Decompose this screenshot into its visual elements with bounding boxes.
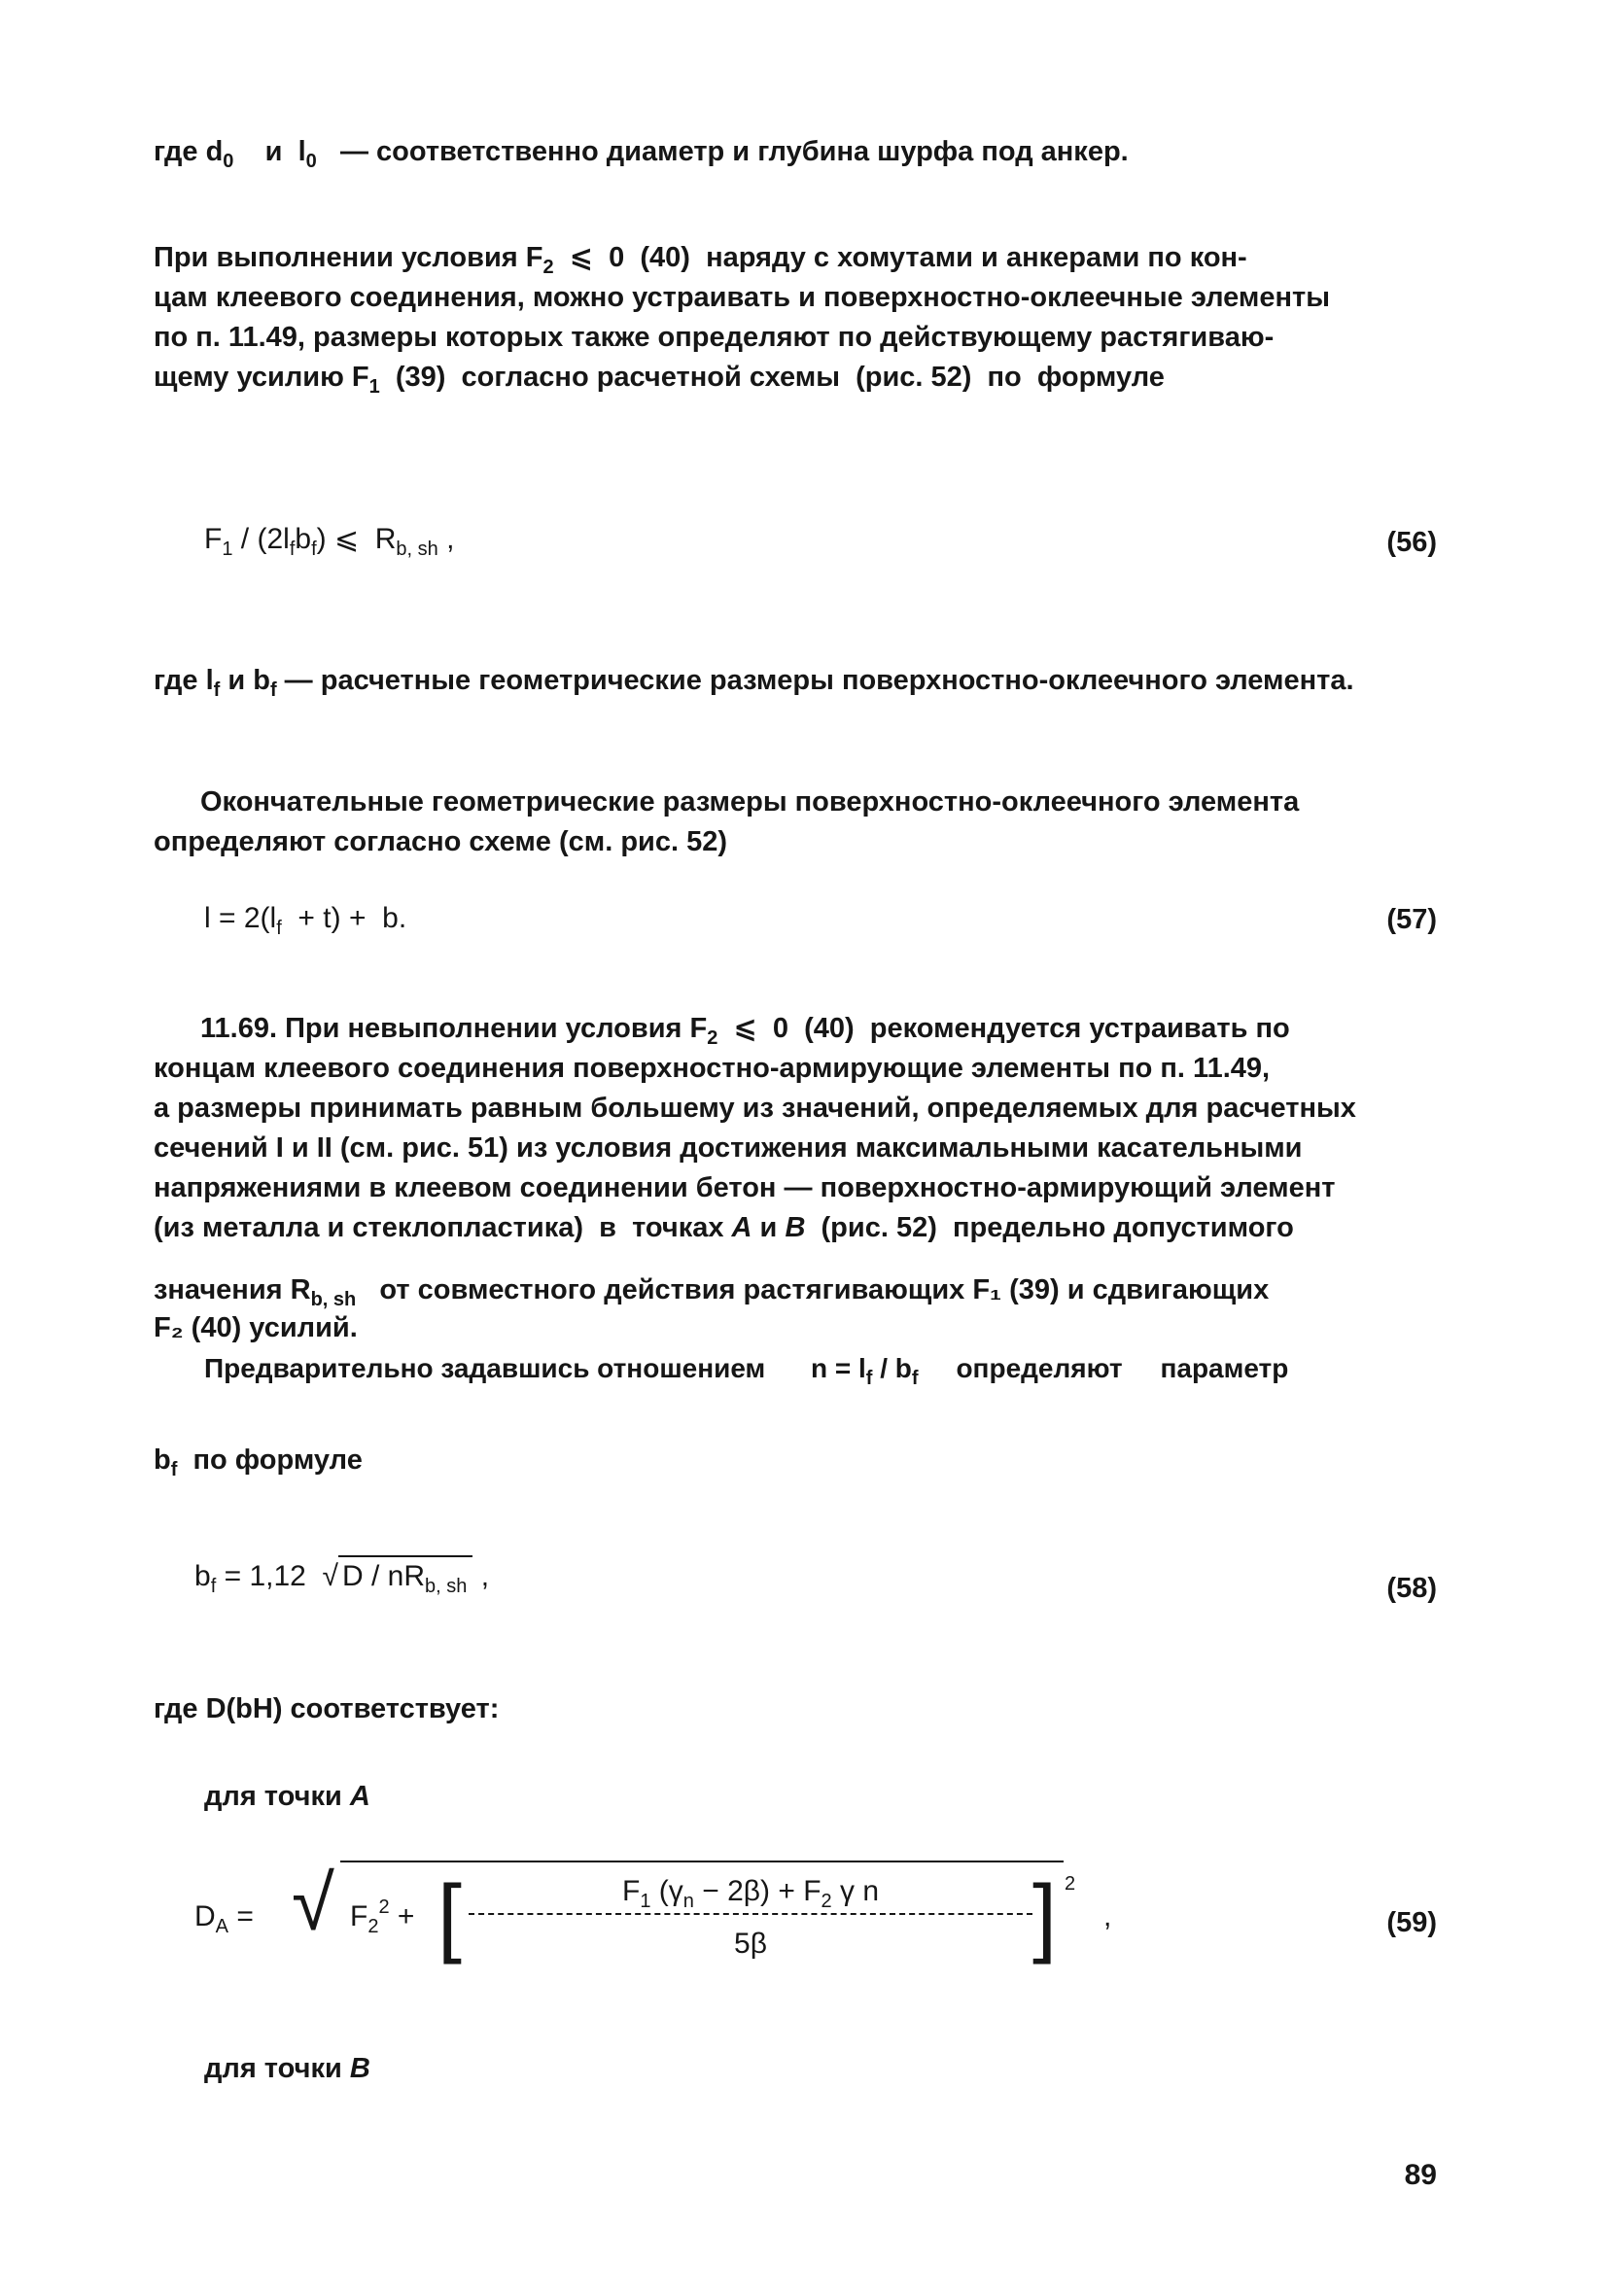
section-number: 11.69.: [200, 1013, 278, 1044]
para3-line-8: F₂ (40) усилий.: [154, 1312, 358, 1343]
where-56-text: где $l_f$ и $b_f$ — расчетные геометрические размеры поверхностно-оклеечного элемента.: [154, 665, 1354, 701]
page-number: 89: [1404, 2159, 1437, 2191]
para3-line-1: 11.69. При невыполнении условия $F_2$ ⩽ 0 (40) рекомендуется устраивать по: [154, 1009, 1437, 1048]
equation-59-number: (59): [1386, 1907, 1437, 1938]
para1-line-2: цам клеевого соединения, можно устраивать и поверхностно-оклеечные элементы: [154, 282, 1330, 313]
para3-line-9: Предварительно задавшись отношением $n = l_f / b_f$ определяют параметр: [204, 1353, 1289, 1389]
equation-56-number: (56): [1386, 527, 1437, 558]
equation-56: $F_1 / (2l_fb_f)$ ⩽ $R_{b, sh}$ ,: [204, 523, 455, 560]
text-line-top: где $d_0$ и $l_0$ — соответственно диаметр и глубина шурфа под анкер.: [154, 136, 1129, 172]
equation-57: $l = 2(l_f + t) + b$.: [204, 902, 407, 939]
para3-line-5: напряжениями в клеевом соединении бетон — поверхностно-армирующий элемент: [154, 1172, 1336, 1203]
para3-line-3: а размеры принимать равным большему из значений, определяемых для расчетных: [154, 1093, 1356, 1124]
para3-line-6: (из металла и стеклопластика) в точках A и B (рис. 52) предельно допустимого: [154, 1212, 1294, 1243]
equation-58: $b_f = 1,12$ √ D / $nR_{b, sh}$ ,: [194, 1555, 489, 1596]
equation-57-number: (57): [1386, 904, 1437, 935]
para1-line-1: При выполнении условия $F_2$ ⩽ 0 (40) наряду с хомутами и анкерами по кон-: [154, 242, 1247, 278]
para3-line-2: концам клеевого соединения поверхностно-армирующие элементы по п. 11.49,: [154, 1053, 1271, 1084]
para3-line-7: значения $R_{b, sh}$ от совместного действия растягивающих F₁ (39) и сдвигающих: [154, 1274, 1270, 1310]
where-58-text: где D(bH) соответствует:: [154, 1693, 500, 1724]
para2-line-1: Окончательные геометрические размеры поверхностно-оклеечного элемента: [200, 786, 1300, 818]
point-b-label: для точки B: [204, 2053, 370, 2084]
para2-line-2: определяют согласно схеме (см. рис. 52): [154, 826, 728, 857]
para3-line-4: сечений I и II (см. рис. 51) из условия достижения максимальными касательными: [154, 1132, 1303, 1164]
equation-59: $D_A$ = √ $F_2^2$ + [ $F_1$ $(\gamma_n - 2\beta) + F_2$ γ n 5β ] 2 ,: [194, 1860, 1112, 1966]
equation-58-number: (58): [1386, 1573, 1437, 1604]
para1-line-3: по п. 11.49, размеры которых также определяют по действующему растягиваю-: [154, 322, 1275, 353]
point-a-label: для точки A: [204, 1781, 370, 1812]
para1-line-4: щему усилию $F_1$ (39) согласно расчетной схемы (рис. 52) по формуле: [154, 362, 1165, 398]
para3-line-10: $b_f$ по формуле: [154, 1444, 363, 1480]
